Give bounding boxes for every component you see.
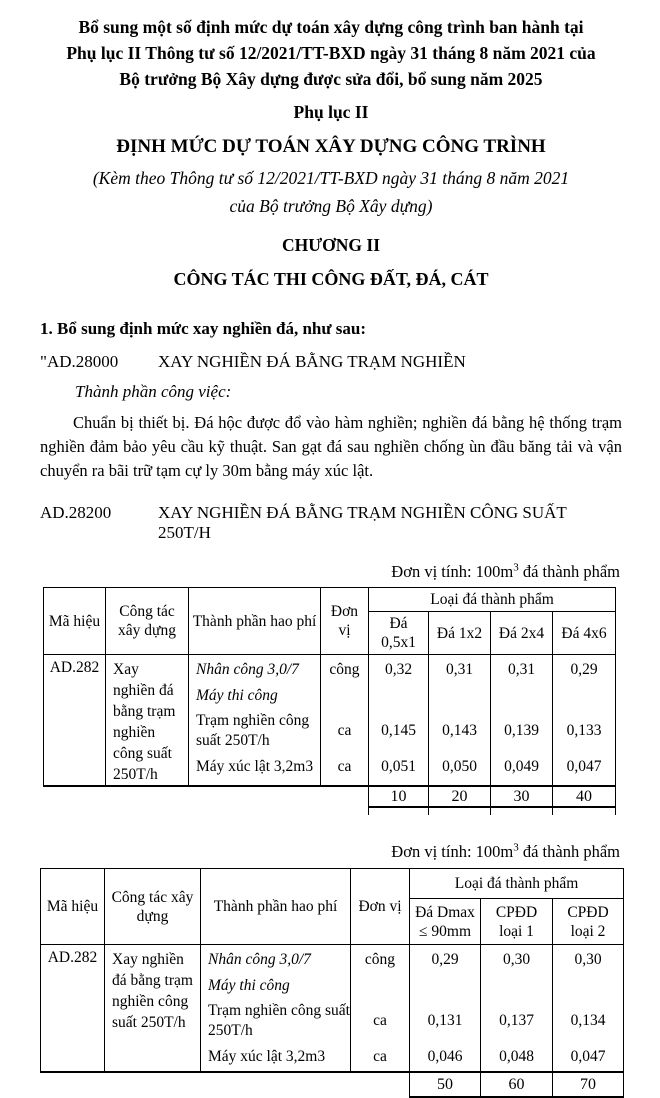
t1-value: 0,145 bbox=[381, 722, 416, 739]
t2-header-ma-hieu: Mã hiệu bbox=[41, 869, 105, 945]
t1-haophi-may-xuc: Máy xúc lật 3,2m3 bbox=[196, 758, 314, 775]
norm-table-cpdd bbox=[40, 868, 624, 1098]
t2-value bbox=[481, 973, 552, 999]
t2-body-row bbox=[41, 945, 624, 1073]
t2-haophi-may-xuc: Máy xúc lật 3,2m3 bbox=[208, 1048, 326, 1065]
code-line-ad28000 bbox=[40, 352, 622, 372]
t1-haophi-tram-nghien: Trạm nghiền công suất 250T/h bbox=[196, 712, 310, 749]
t1-unit-ca-1: ca bbox=[337, 722, 352, 739]
t2-unit-ca-2: ca bbox=[373, 1048, 387, 1065]
t2-values-col-1 bbox=[410, 945, 481, 1073]
t2-footer-value: 50 bbox=[410, 1072, 481, 1097]
appendix-label: Phụ lục II bbox=[293, 102, 369, 122]
unit-note-1-sup: 3 bbox=[513, 561, 519, 574]
t1-header-loai-da: Loại đá thành phẩm bbox=[369, 588, 616, 612]
code-ad28200: AD.28200 bbox=[40, 503, 112, 522]
header-line-3: Bộ trưởng Bộ Xây dựng được sửa đổi, bổ sung năm 2025 bbox=[119, 69, 543, 89]
t2-header-row-1 bbox=[41, 869, 624, 899]
chapter-title: CÔNG TÁC THI CÔNG ĐẤT, ĐÁ, CÁT bbox=[173, 269, 489, 289]
t2-value: 0,30 bbox=[574, 951, 602, 968]
code-ad28000-title: XAY NGHIỀN ĐÁ BẰNG TRẠM NGHIỀN bbox=[158, 352, 466, 371]
t1-unit-cell bbox=[321, 655, 369, 787]
t2-value: 0,131 bbox=[427, 1012, 463, 1029]
t2-value: 0,134 bbox=[570, 1012, 606, 1029]
t1-value: 0,050 bbox=[442, 758, 477, 775]
t2-haophi-cell bbox=[201, 945, 351, 1073]
t1-unit-cong: công bbox=[329, 661, 360, 678]
unit-note-2-sup: 3 bbox=[513, 841, 519, 854]
t1-values-col-4 bbox=[553, 655, 616, 787]
t1-value: 0,139 bbox=[504, 722, 539, 739]
t1-haophi-may-thi-cong: Máy thi công bbox=[196, 687, 278, 704]
section-heading: 1. Bổ sung định mức xay nghiền đá, như sau: bbox=[40, 319, 367, 338]
unit-note-1-suffix: đá thành phẩm bbox=[518, 562, 620, 581]
t1-values-col-1 bbox=[369, 655, 429, 787]
t1-value: 0,31 bbox=[445, 661, 474, 678]
subtitle bbox=[40, 164, 622, 220]
unit-note-2-suffix: đá thành phẩm bbox=[518, 842, 620, 861]
t2-header-thanh-phan: Thành phần hao phí bbox=[201, 869, 351, 945]
t1-subheader-da4x6: Đá 4x6 bbox=[553, 612, 616, 655]
t2-values-col-2 bbox=[481, 945, 553, 1073]
t2-haophi-may-thi-cong: Máy thi công bbox=[208, 977, 290, 994]
main-title: ĐỊNH MỨC DỰ TOÁN XÂY DỰNG CÔNG TRÌNH bbox=[116, 136, 546, 157]
t1-values-col-2 bbox=[429, 655, 491, 787]
t2-unit-cell bbox=[351, 945, 410, 1073]
t1-value bbox=[369, 683, 428, 709]
t1-value: 0,133 bbox=[566, 722, 602, 739]
t2-header-don-vi: Đơn vị bbox=[351, 869, 410, 945]
t1-header-don-vi: Đơn vị bbox=[321, 588, 369, 655]
t1-footer-row bbox=[44, 786, 616, 807]
t2-footer-value: 70 bbox=[553, 1072, 624, 1097]
t1-value bbox=[429, 683, 490, 709]
t1-footer-value: 40 bbox=[553, 786, 616, 807]
t1-stub-spacer bbox=[44, 807, 369, 815]
t1-footer-value: 30 bbox=[491, 786, 553, 807]
t2-code-cell: AD.282 bbox=[41, 945, 105, 1073]
t1-haophi-cell bbox=[189, 655, 321, 787]
t2-unit-empty bbox=[351, 973, 409, 999]
work-components-label: Thành phần công việc: bbox=[75, 382, 232, 401]
t1-subheader-da2x4: Đá 2x4 bbox=[491, 612, 553, 655]
document-header bbox=[40, 14, 622, 92]
t2-subheader-cpdd1: CPĐD loại 1 bbox=[481, 899, 553, 945]
t1-footer-value: 20 bbox=[429, 786, 491, 807]
header-line-1: Bổ sung một số định mức dự toán xây dựng công trình ban hành tại bbox=[78, 17, 584, 37]
t1-value bbox=[491, 683, 552, 709]
t2-value: 0,137 bbox=[499, 1012, 534, 1029]
t2-value: 0,046 bbox=[427, 1048, 463, 1065]
t1-unit-empty bbox=[321, 683, 368, 709]
t1-footer-spacer bbox=[44, 786, 369, 807]
t1-value: 0,31 bbox=[507, 661, 536, 678]
t2-value: 0,048 bbox=[499, 1048, 534, 1065]
t1-value: 0,32 bbox=[384, 661, 413, 678]
t1-header-ma-hieu: Mã hiệu bbox=[44, 588, 106, 655]
t2-header-loai-da: Loại đá thành phẩm bbox=[410, 869, 624, 899]
t1-value: 0,047 bbox=[566, 758, 602, 775]
code-ad28200-title: XAY NGHIỀN ĐÁ BẰNG TRẠM NGHIỀN CÔNG SUẤT 250T/H bbox=[158, 503, 567, 542]
subtitle-line-1: (Kèm theo Thông tư số 12/2021/TT-BXD ngày 31 tháng 8 năm 2021 bbox=[92, 168, 570, 188]
t2-haophi-nhan-cong: Nhân công 3,0/7 bbox=[208, 951, 311, 968]
unit-note-1-text: Đơn vị tính: 100m bbox=[391, 562, 514, 581]
t2-value bbox=[410, 973, 480, 999]
t1-haophi-nhan-cong: Nhân công 3,0/7 bbox=[196, 661, 299, 678]
t1-unit-ca-2: ca bbox=[337, 758, 352, 775]
t1-value: 0,29 bbox=[570, 661, 598, 678]
t2-subheader-dmax: Đá Dmax ≤ 90mm bbox=[410, 899, 481, 945]
unit-note-1 bbox=[40, 562, 622, 582]
t1-value: 0,049 bbox=[504, 758, 539, 775]
t2-unit-cong: công bbox=[364, 951, 396, 968]
header-line-2: Phụ lục II Thông tư số 12/2021/TT-BXD ngày 31 tháng 8 năm 2021 của bbox=[66, 43, 596, 63]
t1-value: 0,051 bbox=[381, 758, 416, 775]
t1-subheader-da05x1: Đá 0,5x1 bbox=[369, 612, 429, 655]
unit-note-2-text: Đơn vị tính: 100m bbox=[391, 842, 514, 861]
norm-table-stone-types bbox=[43, 587, 616, 815]
t2-value: 0,29 bbox=[431, 951, 459, 968]
t1-value: 0,143 bbox=[442, 722, 477, 739]
t2-footer-row bbox=[41, 1072, 624, 1097]
t1-body-row bbox=[44, 655, 616, 787]
t2-header-cong-tac: Công tác xây dựng bbox=[105, 869, 201, 945]
code-line-ad28200 bbox=[40, 503, 622, 543]
t2-value: 0,30 bbox=[502, 951, 531, 968]
t1-value bbox=[553, 683, 615, 709]
chapter-label: CHƯƠNG II bbox=[281, 235, 381, 255]
work-description: Chuẩn bị thiết bị. Đá hộc được đổ vào hàm nghiền; nghiền đá bằng hệ thống trạm nghiền đảm bảo yêu cầu kỹ thuật. San gạt đá sau nghiền chống ùn đầu băng tải và vận chuyển ra bãi trữ tạm cự ly 30m bằng máy xúc lật. bbox=[40, 413, 622, 480]
t2-unit-ca-1: ca bbox=[373, 1012, 387, 1029]
subtitle-line-2: của Bộ trưởng Bộ Xây dựng) bbox=[229, 196, 433, 216]
t2-values-col-3 bbox=[553, 945, 624, 1073]
t1-stub-row bbox=[44, 807, 616, 815]
t2-haophi-tram-nghien: Trạm nghiền công suất 250T/h bbox=[208, 1002, 350, 1039]
t1-header-cong-tac: Công tác xây dựng bbox=[106, 588, 189, 655]
t2-value bbox=[553, 973, 623, 999]
t1-values-col-3 bbox=[491, 655, 553, 787]
t1-work-cell: Xay nghiền đá bằng trạm nghiền công suất 250T/h bbox=[106, 655, 189, 787]
t2-footer-value: 60 bbox=[481, 1072, 553, 1097]
t2-value: 0,047 bbox=[570, 1048, 606, 1065]
t2-subheader-cpdd2: CPĐD loại 2 bbox=[553, 899, 624, 945]
code-ad28000: "AD.28000 bbox=[40, 352, 119, 371]
t1-header-thanh-phan: Thành phần hao phí bbox=[189, 588, 321, 655]
t1-footer-value: 10 bbox=[369, 786, 429, 807]
t1-code-cell: AD.282 bbox=[44, 655, 106, 787]
unit-note-2 bbox=[40, 842, 622, 862]
t1-subheader-da1x2: Đá 1x2 bbox=[429, 612, 491, 655]
t2-work-cell: Xay nghiền đá bằng trạm nghiền công suất 250T/h bbox=[105, 945, 201, 1073]
t1-header-row-1 bbox=[44, 588, 616, 612]
t2-footer-spacer bbox=[41, 1072, 410, 1097]
